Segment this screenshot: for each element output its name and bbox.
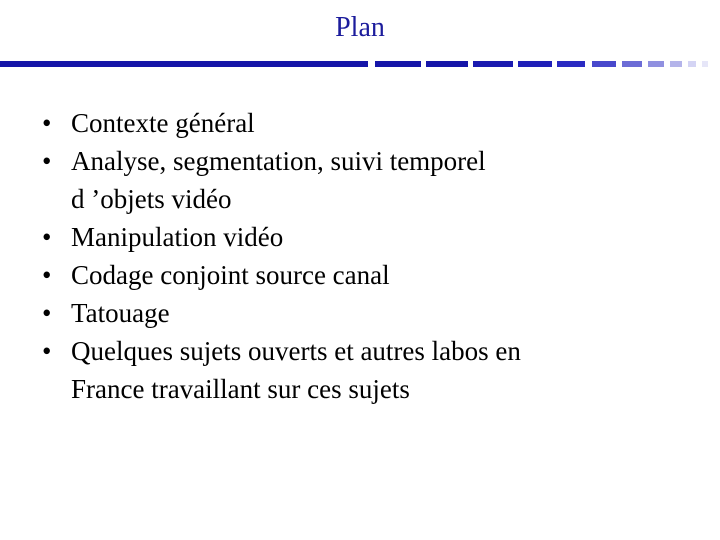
bullet-item xyxy=(42,142,682,218)
bullet-text-continuation: France travaillant sur ces sujets xyxy=(71,374,410,404)
bullet-item xyxy=(42,256,682,294)
bullet-dot: • xyxy=(42,108,52,138)
bullet-item xyxy=(42,104,682,142)
bullet-text: Manipulation vidéo xyxy=(71,222,284,252)
bullet-dot: • xyxy=(42,146,52,176)
divider-solid-segment xyxy=(0,61,368,67)
divider-dash-segment xyxy=(592,61,616,67)
bullet-item xyxy=(42,218,682,256)
divider-dash-segment xyxy=(518,61,552,67)
bullet-text: Quelques sujets ouverts et autres labos en xyxy=(71,336,521,366)
bullet-text: Analyse, segmentation, suivi temporel xyxy=(71,146,486,176)
slide-title: Plan xyxy=(335,12,385,43)
bullet-text: Codage conjoint source canal xyxy=(71,260,390,290)
bullet-dot: • xyxy=(42,222,52,252)
title-divider xyxy=(0,61,720,67)
divider-dash-segment xyxy=(375,61,421,67)
divider-dash-segment xyxy=(557,61,585,67)
bullet-item xyxy=(42,332,682,408)
bullet-dot: • xyxy=(42,260,52,290)
divider-dash-segment xyxy=(702,61,708,67)
bullet-dot: • xyxy=(42,336,52,366)
bullet-dot: • xyxy=(42,298,52,328)
bullet-list xyxy=(42,104,682,408)
divider-dash-segment xyxy=(473,61,513,67)
bullet-text: Contexte général xyxy=(71,108,255,138)
divider-dash-segment xyxy=(688,61,696,67)
divider-dash-segment xyxy=(622,61,642,67)
bullet-text: Tatouage xyxy=(71,298,170,328)
divider-dash-segment xyxy=(648,61,664,67)
bullet-item xyxy=(42,294,682,332)
bullet-text-continuation: d ’objets vidéo xyxy=(71,184,232,214)
divider-dash-segment xyxy=(670,61,682,67)
divider-dash-segment xyxy=(426,61,468,67)
